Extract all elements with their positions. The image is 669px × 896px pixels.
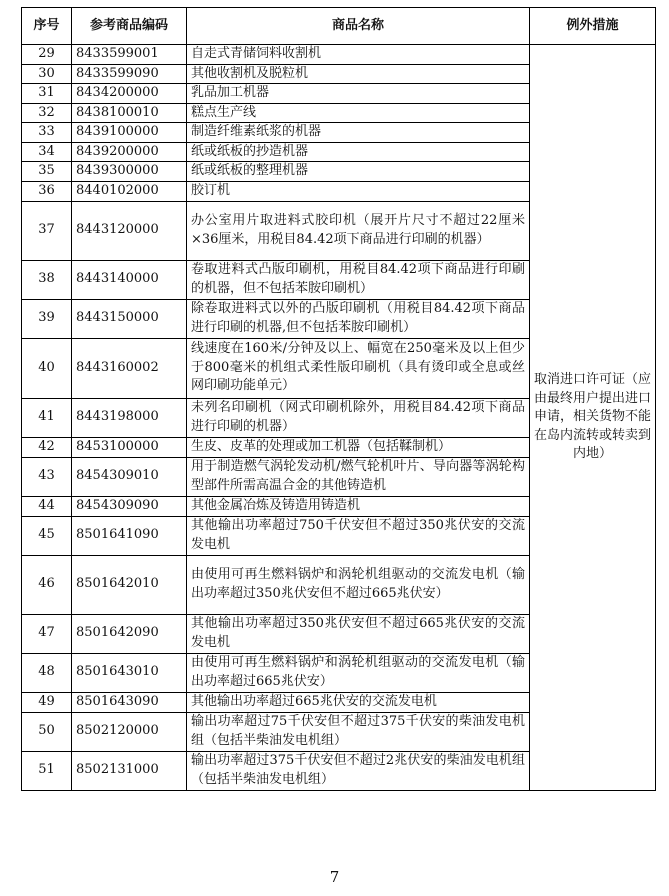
row-name: 卷取进料式凸版印刷机，用税目84.42项下商品进行印刷的机器，但不包括苯胺印刷机） <box>187 260 530 299</box>
header-code: 参考商品编码 <box>72 8 187 45</box>
row-seq: 44 <box>22 496 72 516</box>
row-name: 办公室用片取进料式胶印机（展开片尺寸不超过22厘米×36厘米，用税目84.42项下商品进行印刷的机器） <box>187 201 530 260</box>
row-seq: 47 <box>22 614 72 653</box>
row-code: 8433599001 <box>72 45 187 65</box>
row-code: 8443198000 <box>72 398 187 437</box>
row-code: 8454309010 <box>72 457 187 496</box>
row-name: 用于制造燃气涡轮发动机/燃气轮机叶片、导向器等涡轮构型部件所需高温合金的其他铸造机 <box>187 457 530 496</box>
row-seq: 35 <box>22 162 72 182</box>
row-name: 乳品加工机器 <box>187 84 530 104</box>
row-name: 生皮、皮革的处理或加工机器（包括鞣制机） <box>187 437 530 457</box>
row-seq: 37 <box>22 201 72 260</box>
row-code: 8440102000 <box>72 181 187 201</box>
row-code: 8501642090 <box>72 614 187 653</box>
row-name: 糕点生产线 <box>187 103 530 123</box>
row-name: 其他金属冶炼及铸造用铸造机 <box>187 496 530 516</box>
page-number: 7 <box>329 868 340 886</box>
row-name: 纸或纸板的抄造机器 <box>187 142 530 162</box>
row-name: 除卷取进料式以外的凸版印刷机（用税目84.42项下商品进行印刷的机器,但不包括苯胺印刷机） <box>187 299 530 338</box>
row-seq: 38 <box>22 260 72 299</box>
row-seq: 40 <box>22 338 72 398</box>
row-name: 由使用可再生燃料锅炉和涡轮机组驱动的交流发电机（输出功率超过350兆伏安但不超过665兆伏安） <box>187 555 530 614</box>
row-code: 8433599090 <box>72 64 187 84</box>
row-seq: 41 <box>22 398 72 437</box>
row-name: 纸或纸板的整理机器 <box>187 162 530 182</box>
row-seq: 29 <box>22 45 72 65</box>
row-name: 其他输出功率超过750千伏安但不超过350兆伏安的交流发电机 <box>187 516 530 555</box>
row-code: 8434200000 <box>72 84 187 104</box>
row-name: 制造纤维素纸浆的机器 <box>187 123 530 143</box>
row-code: 8453100000 <box>72 437 187 457</box>
row-seq: 46 <box>22 555 72 614</box>
row-code: 8439300000 <box>72 162 187 182</box>
row-seq: 49 <box>22 692 72 712</box>
row-seq: 30 <box>22 64 72 84</box>
header-exception: 例外措施 <box>530 8 656 45</box>
product-table <box>21 7 656 791</box>
row-code: 8501641090 <box>72 516 187 555</box>
row-seq: 42 <box>22 437 72 457</box>
row-seq: 32 <box>22 103 72 123</box>
row-code: 8443140000 <box>72 260 187 299</box>
row-name: 其他收割机及脱粒机 <box>187 64 530 84</box>
row-code: 8501643010 <box>72 653 187 692</box>
row-code: 8438100010 <box>72 103 187 123</box>
row-seq: 33 <box>22 123 72 143</box>
row-code: 8443160002 <box>72 338 187 398</box>
row-code: 8454309090 <box>72 496 187 516</box>
row-name: 胶订机 <box>187 181 530 201</box>
row-code: 8443150000 <box>72 299 187 338</box>
row-name: 由使用可再生燃料锅炉和涡轮机组驱动的交流发电机（输出功率超过665兆伏安） <box>187 653 530 692</box>
row-seq: 48 <box>22 653 72 692</box>
row-seq: 34 <box>22 142 72 162</box>
row-name: 线速度在160米/分钟及以上、幅宽在250毫米及以上但少于800毫米的机组式柔性版印刷机（具有烫印或全息或丝网印刷功能单元） <box>187 338 530 398</box>
row-name: 其他输出功率超过350兆伏安但不超过665兆伏安的交流发电机 <box>187 614 530 653</box>
header-name: 商品名称 <box>187 8 530 45</box>
row-name: 其他输出功率超过665兆伏安的交流发电机 <box>187 692 530 712</box>
row-code: 8502131000 <box>72 751 187 790</box>
row-code: 8501642010 <box>72 555 187 614</box>
row-seq: 51 <box>22 751 72 790</box>
row-code: 8443120000 <box>72 201 187 260</box>
row-name: 输出功率超过375千伏安但不超过2兆伏安的柴油发电机组（包括半柴油发电机组） <box>187 751 530 790</box>
row-code: 8501643090 <box>72 692 187 712</box>
header-seq: 序号 <box>22 8 72 45</box>
row-seq: 50 <box>22 712 72 751</box>
exception-measure: 取消进口许可证（应由最终用户提出进口申请，相关货物不能在岛内流转或转卖到内地） <box>530 45 656 791</box>
row-name: 未列名印刷机（网式印刷机除外，用税目84.42项下商品进行印刷的机器） <box>187 398 530 437</box>
row-seq: 39 <box>22 299 72 338</box>
row-seq: 36 <box>22 181 72 201</box>
row-name: 输出功率超过75千伏安但不超过375千伏安的柴油发电机组（包括半柴油发电机组） <box>187 712 530 751</box>
table-header-row <box>22 8 656 45</box>
row-seq: 43 <box>22 457 72 496</box>
table-body <box>22 45 656 791</box>
row-name: 自走式青储饲料收割机 <box>187 45 530 65</box>
row-code: 8502120000 <box>72 712 187 751</box>
row-seq: 31 <box>22 84 72 104</box>
table-row <box>22 45 656 65</box>
row-code: 8439100000 <box>72 123 187 143</box>
row-code: 8439200000 <box>72 142 187 162</box>
row-seq: 45 <box>22 516 72 555</box>
